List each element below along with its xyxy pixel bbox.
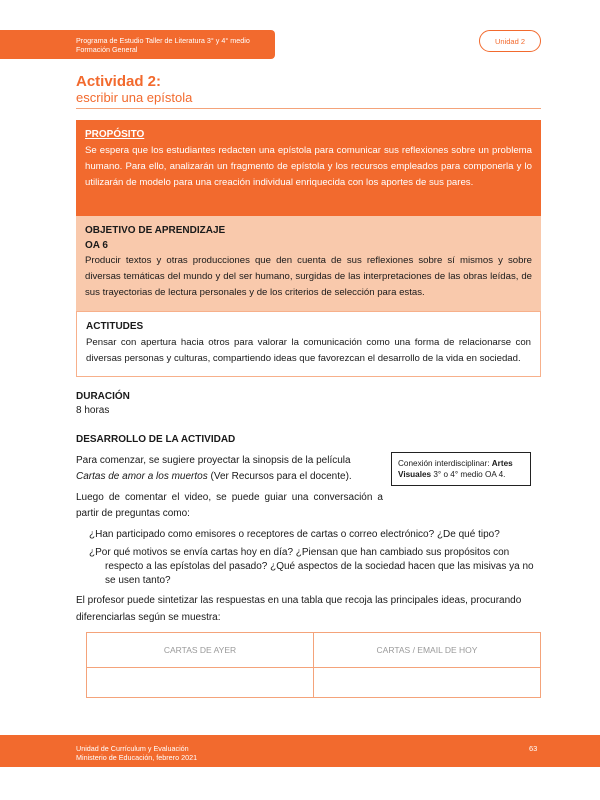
table-cell-empty — [314, 668, 541, 698]
objective-code: OA 6 — [85, 240, 108, 251]
duration-value: 8 horas — [76, 405, 110, 416]
footer-unit: Unidad de Currículum y Evaluación — [76, 744, 189, 753]
footer-ministry: Ministerio de Educación, febrero 2021 — [76, 753, 198, 762]
connection-subject: Artes Visuales — [398, 459, 513, 479]
attitudes-heading: ACTITUDES — [86, 321, 144, 332]
table-header-yesterday: CARTAS DE AYER — [87, 633, 314, 668]
interdisciplinary-connection-box — [391, 452, 531, 486]
objective-box — [76, 216, 541, 311]
activity-title: Actividad 2: — [76, 73, 162, 90]
attitudes-box — [76, 311, 541, 377]
connection-label: Conexión interdisciplinar: — [398, 459, 492, 468]
table-header-today: CARTAS / EMAIL DE HOY — [314, 633, 541, 668]
comparison-table — [86, 632, 541, 698]
purpose-text: Se espera que los estudiantes redacten una epístola para comunicar sus reflexiones sobre un problema humano. Para ello, analizarán un fragmento de epístola y los recursos empleados para componerla y lo utilizarán de modelo para una creación individual enriquecida con los aportes de sus pares. — [85, 145, 532, 188]
page-number: 63 — [529, 744, 538, 753]
intro-text-start: Para comenzar, se sugiere proyectar la sinopsis de la película — [76, 455, 351, 466]
objective-text: Producir textos y otras producciones que den cuenta de sus reflexiones sobre sí mismos y sobre diversas temáticas del mundo y del ser humano, surgidas de las interpretaciones de las obras leídas, de sus trayectorias de lectura personales y de los criterios de selección para estas. — [85, 255, 532, 298]
program-title: Programa de Estudio Taller de Literatura 3° y 4° medio — [76, 36, 250, 45]
purpose-heading: PROPÓSITO — [85, 129, 145, 140]
question-1: ¿Han participado como emisores o receptores de cartas o correo electrónico? ¿De qué tipo? — [89, 529, 500, 540]
title-divider — [76, 108, 541, 109]
activity-subtitle: escribir una epístola — [76, 90, 193, 105]
film-title: Cartas de amor a los muertos — [76, 471, 208, 482]
table-cell-empty — [87, 668, 314, 698]
development-intro — [76, 453, 381, 485]
purpose-box — [76, 120, 541, 216]
question-2: ¿Por qué motivos se envía cartas hoy en día? ¿Piensan que han cambiado sus propósitos con respecto a las epístolas del pasado? ¿Qué aspectos de la sociedad hacen que las misivas ya no se usen tanto? — [89, 547, 534, 586]
objective-heading: OBJETIVO DE APRENDIZAJE — [85, 225, 226, 236]
header-bar — [0, 30, 275, 59]
development-paragraph-2: Luego de comentar el video, se puede guiar una conversación a partir de preguntas como: — [76, 492, 383, 519]
program-subtitle: Formación General — [76, 45, 138, 54]
intro-text-end: (Ver Recursos para el docente). — [207, 471, 352, 482]
unit-badge: Unidad 2 — [479, 30, 541, 52]
duration-heading: DURACIÓN — [76, 391, 130, 402]
development-paragraph-3: El profesor puede sintetizar las respuestas en una tabla que recoja las principales ideas, procurando diferenciarlas según se muestra: — [76, 595, 522, 623]
connection-rest: 3° o 4° medio OA 4. — [431, 470, 506, 479]
attitudes-text: Pensar con apertura hacia otros para valorar la comunicación como una forma de relacionarse con diversas personas y culturas, compartiendo ideas que favorezcan el desarrollo de la vida en sociedad. — [86, 337, 531, 364]
footer-bar — [0, 735, 600, 767]
development-heading: DESARROLLO DE LA ACTIVIDAD — [76, 434, 236, 445]
